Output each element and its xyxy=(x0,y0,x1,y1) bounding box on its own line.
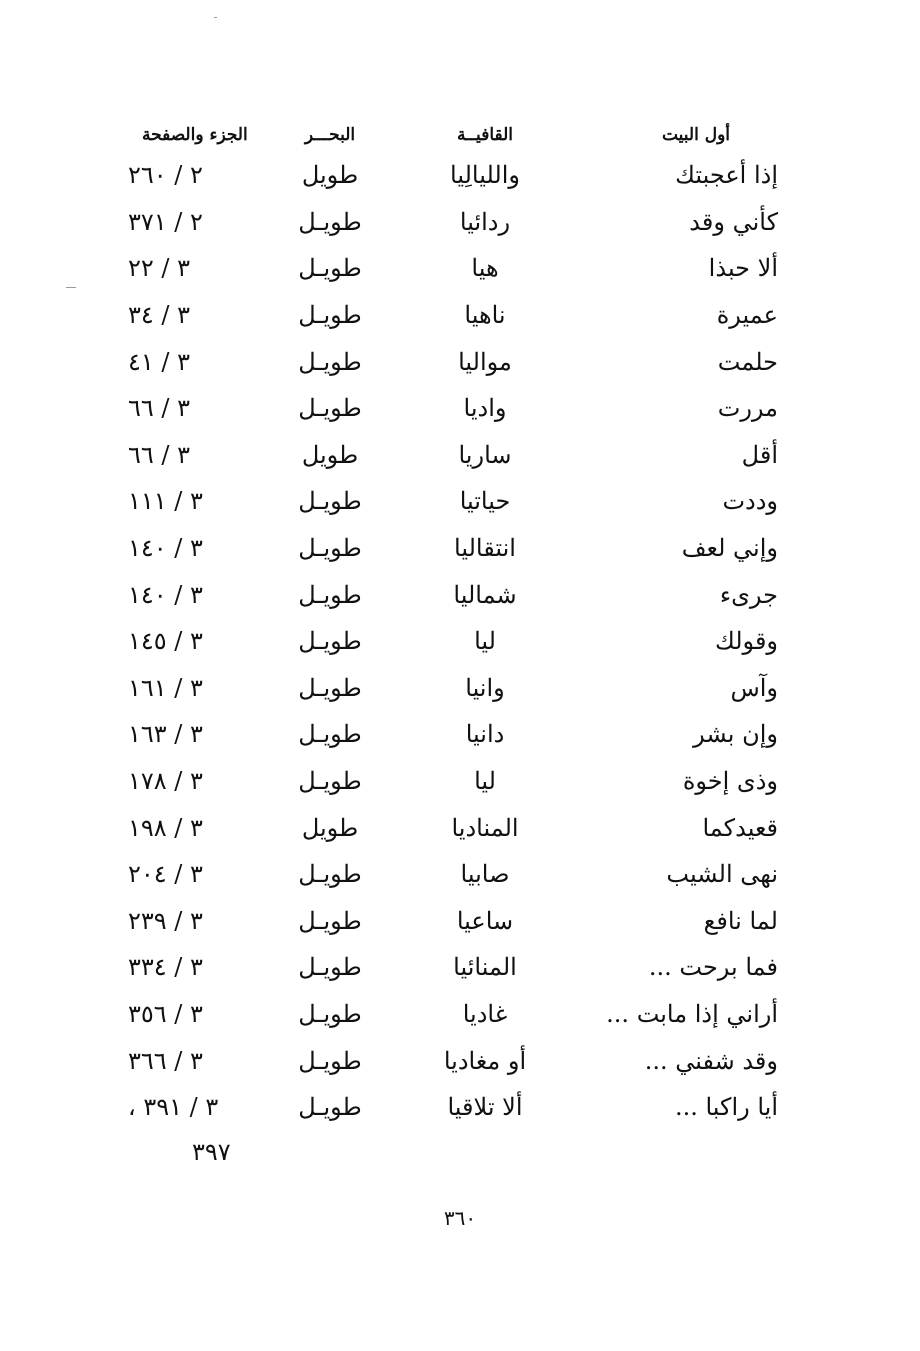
header-rhyme: القافيــة xyxy=(456,125,513,145)
part-page-cell: ٣ / ١١١ xyxy=(128,487,203,516)
first-line-cell: لما نافع xyxy=(703,906,778,935)
first-line-cell: وددت xyxy=(722,487,778,516)
rhyme-cell: حياتيا xyxy=(459,487,511,516)
part-page-cell: ٣ / ٤١ xyxy=(128,347,191,376)
part-page-cell: ٣ / ٢٣٩ xyxy=(128,906,203,935)
meter-cell: طويـل xyxy=(298,860,362,889)
rhyme-cell: ليا xyxy=(474,767,496,796)
first-line-cell: ألا حبذا xyxy=(708,254,778,283)
table-row xyxy=(120,152,790,199)
meter-cell: طويـل xyxy=(298,254,362,283)
header-meter: البحـــر xyxy=(304,125,356,145)
table-row xyxy=(120,432,790,479)
page-number: ٣٦٠ xyxy=(443,1206,477,1230)
table-row xyxy=(120,618,790,665)
first-line-cell: إذا أعجبتك xyxy=(675,161,778,190)
rhyme-cell: شماليا xyxy=(453,580,517,609)
part-page-cell: ٣ / ٣٤ xyxy=(128,301,191,330)
first-line-cell: عميرة xyxy=(716,301,778,330)
first-line-cell: نهى الشيب xyxy=(666,860,778,889)
first-line-cell: أيا راكبا ... xyxy=(674,1093,778,1122)
first-line-cell: حلمت xyxy=(717,347,778,376)
part-page-cell: ٣ / ١٤٠ xyxy=(128,580,203,609)
rhyme-cell: ساريا xyxy=(458,440,512,469)
part-page-cell: ٣ / ١٤٥ xyxy=(128,627,203,656)
part-page-cell: ٣ / ١٤٠ xyxy=(128,534,203,563)
part-page-cell: ٣ / ٦٦ xyxy=(128,440,191,469)
meter-cell: طويـل xyxy=(298,207,362,236)
rhyme-cell: مواليا xyxy=(458,347,512,376)
meter-cell: طويـل xyxy=(298,767,362,796)
part-page-cell: ٣ / ٣٥٦ xyxy=(128,999,203,1028)
part-page-cell: ٣ / ٢٢ xyxy=(128,254,191,283)
part-page-cell: ٣ / ١٩٨ xyxy=(128,813,203,842)
meter-cell: طويـل xyxy=(298,906,362,935)
first-line-cell: أراني إذا مابت ... xyxy=(606,999,778,1028)
table-row xyxy=(120,571,790,618)
rhyme-cell: واديا xyxy=(463,394,507,423)
first-line-cell: كأني وقد xyxy=(689,207,778,236)
rhyme-cell: ليا xyxy=(474,627,496,656)
meter-cell: طويـل xyxy=(298,580,362,609)
table-row xyxy=(120,525,790,572)
rhyme-cell: ردائيا xyxy=(459,207,511,236)
table-row xyxy=(120,665,790,712)
meter-cell: طويل xyxy=(301,161,359,190)
rhyme-cell: انتقاليا xyxy=(454,534,516,563)
meter-cell: طويـل xyxy=(298,673,362,702)
rhyme-cell: أو مغاديا xyxy=(443,1046,527,1075)
table-row xyxy=(120,898,790,945)
meter-cell: طويل xyxy=(301,440,359,469)
table-row xyxy=(120,804,790,851)
rhyme-cell: ناهيا xyxy=(464,301,506,330)
table-row xyxy=(120,1037,790,1084)
meter-cell: طويـل xyxy=(298,627,362,656)
table-row xyxy=(120,1084,790,1131)
meter-cell: طويـل xyxy=(298,720,362,749)
first-line-cell: وآس xyxy=(730,673,778,702)
meter-cell: طويـل xyxy=(298,394,362,423)
rhyme-cell: وانيا xyxy=(465,673,505,702)
header-part-page: الجزء والصفحة xyxy=(142,125,248,145)
first-line-cell: وإن بشر xyxy=(693,720,778,749)
rhyme-cell: المناديا xyxy=(451,813,519,842)
first-line-cell: وذى إخوة xyxy=(682,767,778,796)
table-row xyxy=(120,711,790,758)
part-page-cell: ٣ / ١٧٨ xyxy=(128,767,203,796)
verse-index-table xyxy=(120,118,790,1130)
meter-cell: طويـل xyxy=(298,999,362,1028)
table-row xyxy=(120,851,790,898)
first-line-cell: وقولك xyxy=(715,627,778,656)
part-page-cell: ٢ / ٣٧١ xyxy=(128,207,203,236)
rhyme-cell: هيا xyxy=(471,254,499,283)
scan-mark xyxy=(214,17,217,18)
first-line-cell: وإني لعف xyxy=(681,534,778,563)
table-row xyxy=(120,478,790,525)
part-page-cell: ٣ / ١٦٣ xyxy=(128,720,203,749)
table-header xyxy=(120,118,790,152)
first-line-cell: مررت xyxy=(717,394,778,423)
first-line-cell: قعيدكما xyxy=(702,813,778,842)
meter-cell: طويـل xyxy=(298,534,362,563)
part-page-cell: ٣ / ٦٦ xyxy=(128,394,191,423)
rhyme-cell: المنائيا xyxy=(453,953,517,982)
first-line-cell: جرىء xyxy=(719,580,778,609)
scan-mark xyxy=(66,287,76,288)
table-row xyxy=(120,292,790,339)
rhyme-cell: صابيا xyxy=(460,860,510,889)
first-line-cell: وقد شفني ... xyxy=(644,1046,778,1075)
part-page-cell: ٣ / ٣٣٤ xyxy=(128,953,203,982)
table-row xyxy=(120,338,790,385)
meter-cell: طويل xyxy=(301,813,359,842)
rhyme-cell: والليالِيا xyxy=(450,161,520,190)
reference-continuation: ٣٩٧ xyxy=(192,1138,231,1166)
part-page-cell: ٣ / ٣٩١ ، xyxy=(128,1093,219,1122)
part-page-cell: ٣ / ٢٠٤ xyxy=(128,860,203,889)
rhyme-cell: ألا تلاقيا xyxy=(447,1093,523,1122)
part-page-cell: ٣ / ١٦١ xyxy=(128,673,203,702)
table-row xyxy=(120,944,790,991)
meter-cell: طويـل xyxy=(298,347,362,376)
table-row xyxy=(120,758,790,805)
table-row xyxy=(120,199,790,246)
rhyme-cell: غاديا xyxy=(462,999,508,1028)
meter-cell: طويـل xyxy=(298,1046,362,1075)
table-body xyxy=(120,152,790,1130)
meter-cell: طويـل xyxy=(298,301,362,330)
header-first-line: أول البيت xyxy=(661,125,730,145)
meter-cell: طويـل xyxy=(298,1093,362,1122)
rhyme-cell: ساعيا xyxy=(456,906,514,935)
meter-cell: طويـل xyxy=(298,953,362,982)
first-line-cell: أقل xyxy=(741,440,778,469)
table-row xyxy=(120,991,790,1038)
part-page-cell: ٣ / ٣٦٦ xyxy=(128,1046,203,1075)
part-page-cell: ٢ / ٢٦٠ xyxy=(128,161,203,190)
meter-cell: طويـل xyxy=(298,487,362,516)
table-row xyxy=(120,245,790,292)
rhyme-cell: دانيا xyxy=(465,720,505,749)
table-row xyxy=(120,385,790,432)
first-line-cell: فما برحت ... xyxy=(648,953,778,982)
